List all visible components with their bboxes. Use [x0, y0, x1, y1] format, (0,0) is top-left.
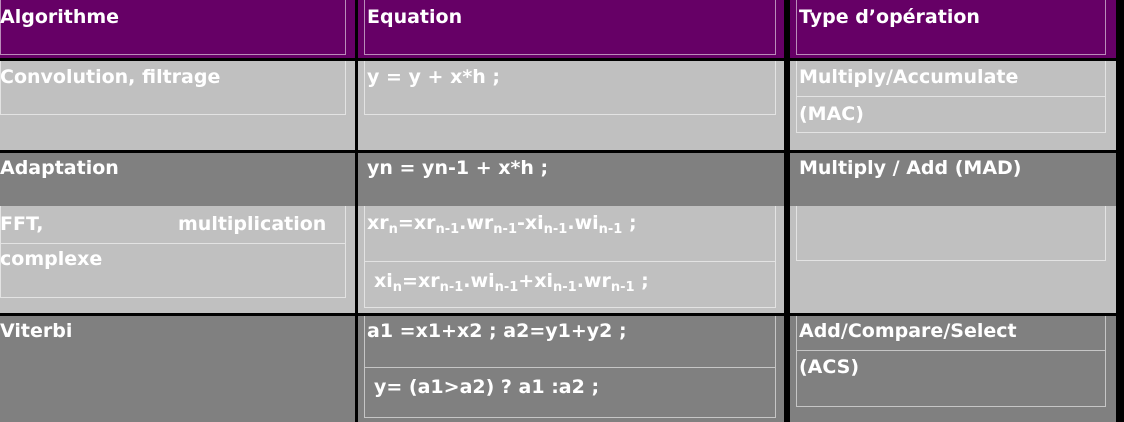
row1-operation-line2: (MAC)	[799, 103, 864, 125]
row2-equation-cell	[358, 153, 784, 206]
row1-equation: y = y + x*h ;	[367, 66, 500, 88]
row4-algorithm: Viterbi	[0, 320, 73, 342]
row3-algorithm-word1: FFT,	[0, 213, 44, 235]
row4-algorithm-cell	[0, 316, 355, 422]
row3-operation-cell	[790, 206, 1116, 313]
row4-operation-line1: Add/Compare/Select	[799, 320, 1017, 342]
row4-equation-line1: a1 =x1+x2 ; a2=y1+y2 ;	[367, 320, 627, 342]
row2-algorithm-cell	[0, 153, 355, 206]
header-operation: Type d’opération	[799, 6, 980, 28]
row2-operation: Multiply / Add (MAD)	[799, 157, 1022, 179]
row4-equation-line2: y= (a1>a2) ? a1 :a2 ;	[374, 376, 600, 398]
row4-operation-line2: (ACS)	[799, 356, 860, 378]
header-cell-equation	[358, 0, 784, 58]
header-cell-algorithm	[0, 0, 355, 58]
header-equation: Equation	[367, 6, 463, 28]
row4-operation-cell	[790, 316, 1116, 422]
header-cell-operation	[790, 0, 1116, 58]
row2-equation: yn = yn-1 + x*h ;	[367, 157, 549, 179]
row1-operation-line1: Multiply/Accumulate	[799, 66, 1019, 88]
row3-equation-line2: $xi_n=xr_{n-1}.wi_{n-1}+xi_{n-1}.wr_{n-1}$ ;	[374, 270, 649, 295]
row3-equation-cell	[358, 206, 784, 313]
row2-operation-cell	[790, 153, 1116, 206]
row4-equation-cell	[358, 316, 784, 422]
row1-operation-cell	[790, 61, 1116, 150]
row1-equation-cell	[358, 61, 784, 150]
row3-algorithm-cell	[0, 206, 355, 313]
row1-algorithm: Convolution, filtrage	[0, 66, 221, 88]
row2-algorithm: Adaptation	[0, 157, 119, 179]
header-algorithm: Algorithme	[0, 6, 120, 28]
row1-algorithm-cell	[0, 61, 355, 150]
row3-algorithm-word2: multiplication	[178, 213, 327, 235]
row3-algorithm-word3: complexe	[0, 248, 103, 270]
row3-equation-line1: $xr_n=xr_{n-1}.wr_{n-1}-xi_{n-1}.wi_{n-1}$ ;	[367, 212, 637, 237]
